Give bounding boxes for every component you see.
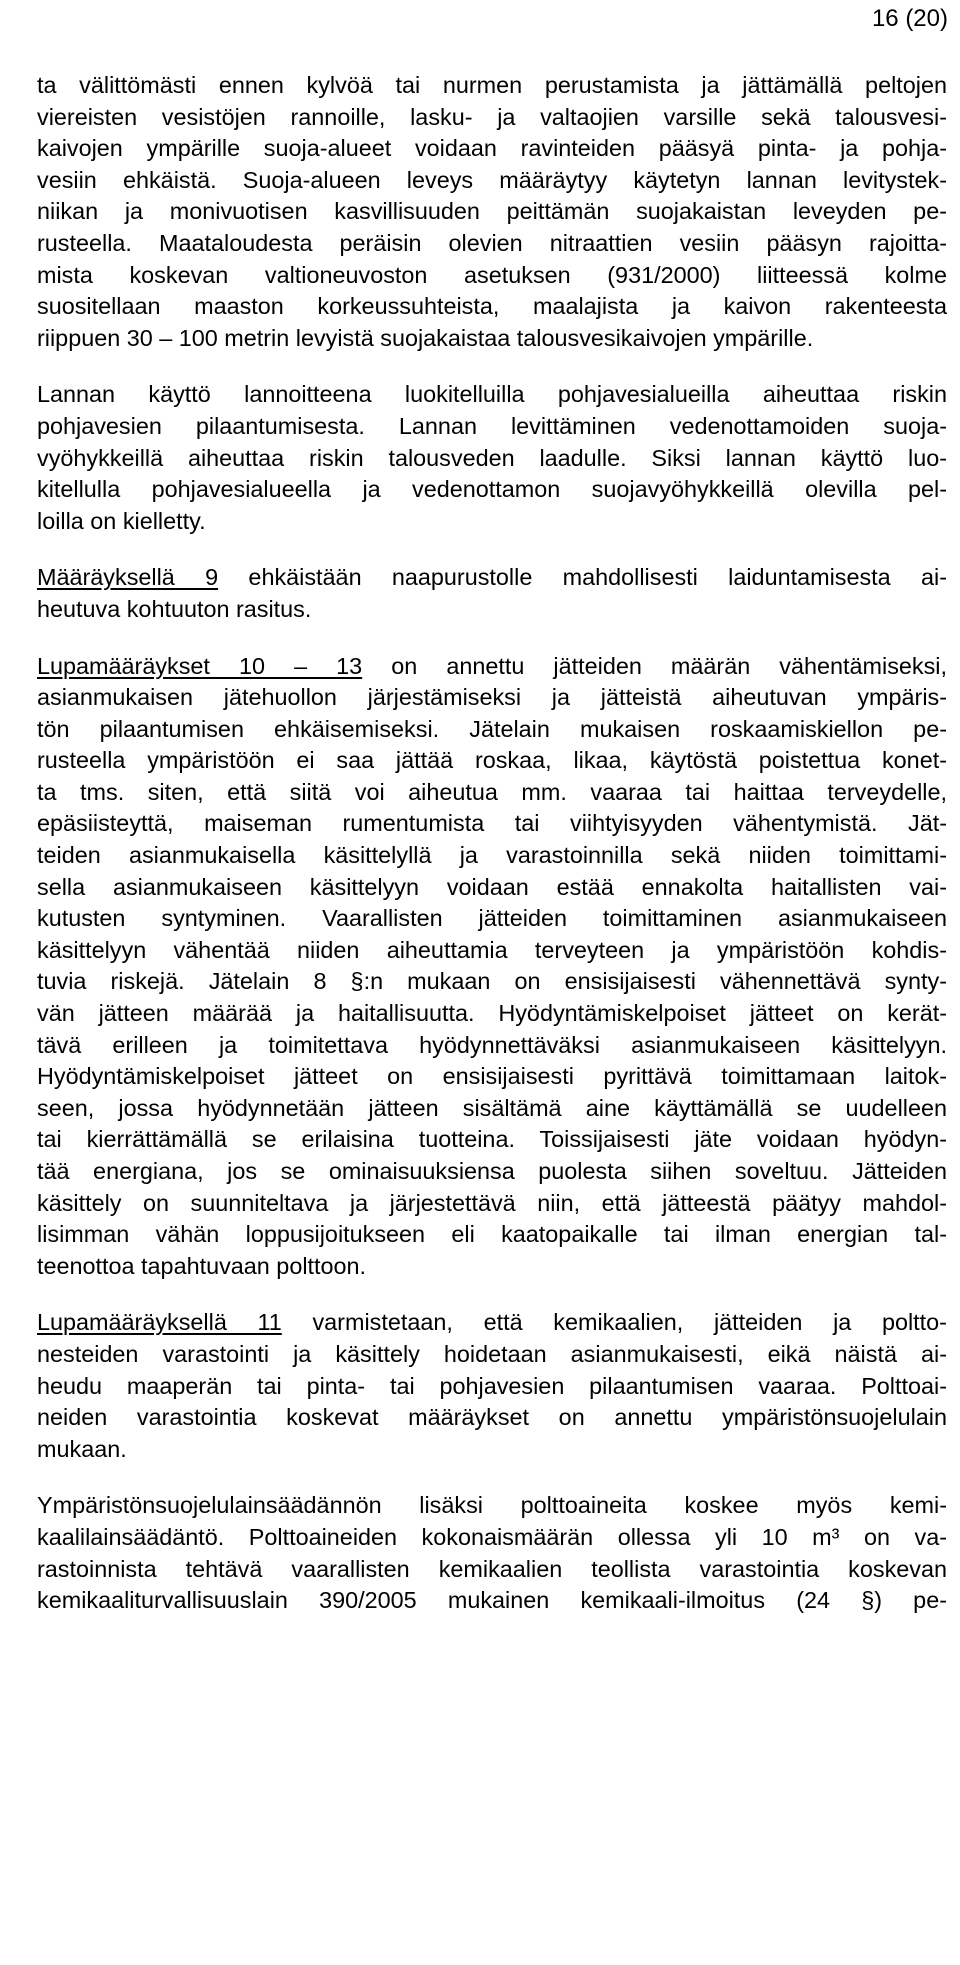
text-line: Ympäristönsuojelulainsäädännön lisäksi polttoaineita koskee myös kemi-	[37, 1492, 947, 1519]
text-line	[37, 651, 947, 683]
text-line: sella asianmukaiseen käsittelyyn voidaan estää ennakolta haitallisten vai-	[37, 873, 947, 900]
text-line: tai kierrättämällä se erilaisina tuotteina. Toissijaisesti jäte voidaan hyödyn-	[37, 1126, 947, 1153]
text-line: kutusten syntyminen. Vaarallisten jätteiden toimittaminen asianmukaiseen	[37, 905, 947, 932]
text-line: rusteella. Maataloudesta peräisin olevien nitraattien vesiin pääsyn rajoitta-	[37, 229, 947, 256]
text-line: suositellaan maaston korkeussuhteista, maalajista ja kaivon rakenteesta	[37, 293, 947, 320]
text-line: teenottoa tapahtuvaan polttoon.	[37, 1252, 367, 1279]
text-line: asianmukaisen jätehuollon järjestämiseksi ja jätteistä aiheutuvan ympäris-	[37, 684, 947, 711]
text-line: tää energiana, jos se ominaisuuksiensa puolesta siihen soveltuu. Jätteiden	[37, 1158, 947, 1184]
text-line: lisimman vähän loppusijoitukseen eli kaatopaikalle tai ilman energian tal-	[37, 1221, 947, 1248]
text-line: nesteiden varastointi ja käsittely hoidetaan asianmukaisesti, eikä näistä ai-	[37, 1340, 947, 1367]
text-line: niikan ja monivuotisen kasvillisuuden peittämän suojakaistan leveyden pe-	[37, 198, 947, 225]
paragraph-regulation-11	[37, 1307, 947, 1465]
paragraph-regulation-9	[37, 562, 947, 625]
text-line: seen, jossa hyödynnetään jätteen sisältämä aine käyttämällä se uudelleen	[37, 1094, 947, 1121]
paragraph-buffer-zones	[37, 70, 947, 354]
text-line: ta välittömästi ennen kylvöä tai nurmen perustamista ja jättämällä peltojen	[37, 72, 947, 98]
text-line: rastoinnista tehtävä vaarallisten kemikaalien teollista varastointia koskevan	[37, 1555, 947, 1582]
text-line: kitellulla pohjavesialueella ja vedenottamon suojavyöhykkeillä olevilla pel-	[37, 476, 947, 503]
text-line	[37, 562, 947, 594]
text-fragment: on annettu jätteiden määrän vähentämiseksi,	[362, 652, 947, 679]
text-line: epäsiisteyttä, maiseman rumentumista tai viihtyisyyden vähentymistä. Jät-	[37, 810, 947, 837]
text-fragment: ehkäistään naapurustolle mahdollisesti laiduntamisesta ai-	[218, 564, 947, 591]
text-line: teiden asianmukaisella käsittelyllä ja varastoinnilla sekä niiden toimittami-	[37, 842, 947, 869]
text-line: pohjavesien pilaantumisesta. Lannan levittäminen vedenottamoiden suoja-	[37, 412, 947, 439]
text-line	[37, 1307, 947, 1339]
text-line: ta tms. siten, että siitä voi aiheutua mm. vaaraa tai haittaa terveydelle,	[37, 778, 947, 805]
text-line: riippuen 30 – 100 metrin levyistä suojakaistaa talousvesikaivojen ympärille.	[37, 324, 814, 351]
document-body	[37, 70, 947, 1617]
text-line: kaivojen ympärille suoja-alueet voidaan ravinteiden pääsyä pinta- ja pohja-	[37, 135, 947, 162]
text-line: Lannan käyttö lannoitteena luokitelluilla pohjavesialueilla aiheuttaa riskin	[37, 381, 947, 408]
text-line: mista koskevan valtioneuvoston asetuksen (931/2000) liitteessä kolme	[37, 261, 947, 288]
text-line: kaalilainsäädäntö. Polttoaineiden kokonaismäärän ollessa yli 10 m³ on va-	[37, 1523, 947, 1550]
paragraph-chemicals-legislation	[37, 1490, 947, 1616]
text-line: viereisten vesistöjen rannoille, lasku- ja valtaojien varsille sekä talousvesi-	[37, 103, 947, 130]
text-line: kemikaaliturvallisuuslain 390/2005 mukainen kemikaali-ilmoitus (24 §) pe-	[37, 1587, 947, 1614]
text-line: vyöhykkeillä aiheuttaa riskin talousveden laadulle. Siksi lannan käyttö luo-	[37, 444, 947, 471]
text-line: mukaan.	[37, 1435, 127, 1462]
text-line: käsittelyyn vähentää niiden aiheuttamia terveyteen ja ympäristöön kohdis-	[37, 936, 947, 963]
regulation-reference: Lupamääräykset 10 – 13	[37, 652, 363, 679]
text-line: loilla on kielletty.	[37, 507, 206, 534]
text-line: Hyödyntämiskelpoiset jätteet on ensisijaisesti pyrittävä toimittamaan laitok-	[37, 1063, 947, 1090]
text-line: käsittely on suunniteltava ja järjestettävä niin, että jätteestä päätyy mahdol-	[37, 1189, 947, 1216]
text-line: rusteella ympäristöön ei saa jättää roskaa, likaa, käytöstä poistettua konet-	[37, 747, 947, 774]
text-line: vän jätteen määrää ja haitallisuutta. Hyödyntämiskelpoiset jätteet on kerät-	[37, 1000, 947, 1027]
paragraph-regulations-10-13	[37, 651, 947, 1283]
text-line: tön pilaantumisen ehkäisemiseksi. Jätelain mukaisen roskaamiskiellon pe-	[37, 715, 947, 742]
paragraph-groundwater	[37, 379, 947, 537]
text-line: neiden varastointia koskevat määräykset on annettu ympäristönsuojelulain	[37, 1404, 947, 1431]
text-line: heutuva kohtuuton rasitus.	[37, 595, 312, 622]
text-line: vesiin ehkäistä. Suoja-alueen leveys määräytyy käytetyn lannan levitystek-	[37, 166, 947, 193]
page-number: 16 (20)	[871, 5, 948, 32]
text-line: heudu maaperän tai pinta- tai pohjavesien pilaantumisen vaaraa. Polttoai-	[37, 1372, 947, 1399]
regulation-reference: Määräyksellä 9	[37, 564, 219, 591]
text-fragment: varmistetaan, että kemikaalien, jätteiden ja poltto-	[281, 1309, 947, 1336]
regulation-reference: Lupamääräyksellä 11	[37, 1309, 282, 1336]
text-line: tävä erilleen ja toimitettava hyödynnettäväksi asianmukaiseen käsittelyyn.	[37, 1031, 947, 1058]
text-line: tuvia riskejä. Jätelain 8 §:n mukaan on ensisijaisesti vähennettävä synty-	[37, 968, 947, 995]
